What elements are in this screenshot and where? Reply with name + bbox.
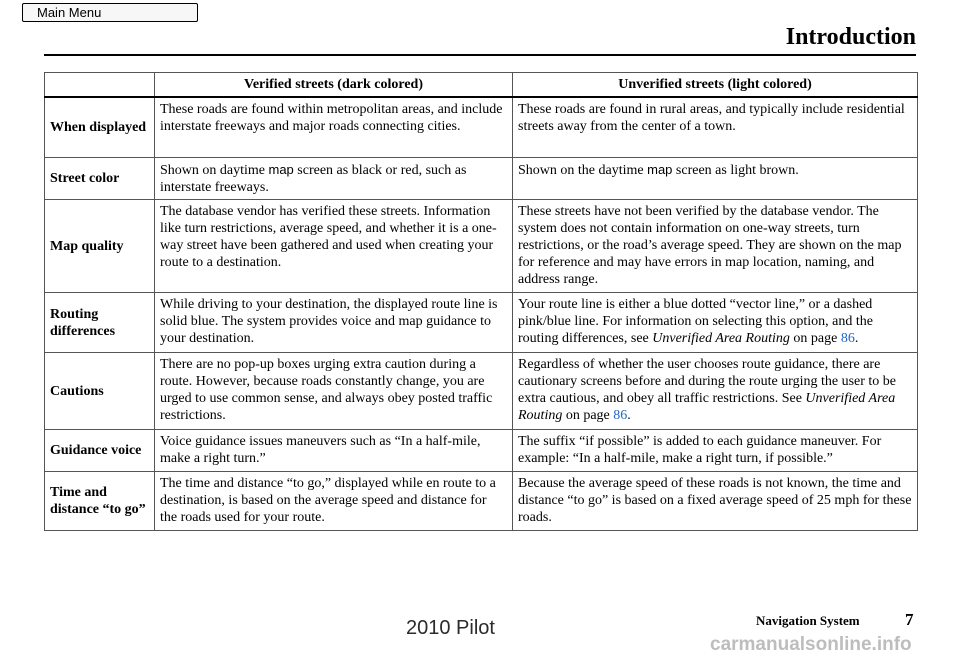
table-row xyxy=(45,429,918,471)
row-label: Map quality xyxy=(45,199,155,292)
page-number: 7 xyxy=(905,610,914,629)
verified-cell xyxy=(155,157,513,199)
row-label: Time and distance “to go” xyxy=(45,471,155,530)
table-row xyxy=(45,471,918,530)
unverified-text: Shown on the daytime xyxy=(518,162,644,178)
page-link[interactable]: 86 xyxy=(613,407,628,423)
column-header-unverified: Unverified streets (light colored) xyxy=(513,73,918,98)
punctuation: . xyxy=(627,407,631,423)
unverified-cell: Because the average speed of these roads is not known, the time and distance “to go” is based on a fixed average speed of 25 mph for these roads. xyxy=(513,471,918,530)
verified-cell: The database vendor has verified these streets. Information like turn restrictions, average speed, and whether it is a one-way street have been gathered and used when creating your route to a destination. xyxy=(155,199,513,292)
map-term: map xyxy=(268,161,294,177)
unverified-text: screen as light brown. xyxy=(675,162,799,178)
unverified-cell: These streets have not been verified by the database vendor. The system does not contain information on one-way streets, turn restrictions, or the road’s average speed. They are shown on the map for reference and may have errors in map location, naming, and address range. xyxy=(513,199,918,292)
main-menu-button[interactable]: Main Menu xyxy=(22,3,198,22)
unverified-text: Regardless of whether the user chooses route guidance, there are cautionary screens before and during the route urging the user to be extra cautious, and obey all traffic restrictions. See xyxy=(518,356,896,406)
table-row xyxy=(45,199,918,292)
verified-cell: There are no pop-up boxes urging extra caution during a route. However, because roads constantly change, you are urged to use common sense, and always obey posted traffic restrictions. xyxy=(155,352,513,429)
unverified-cell: The suffix “if possible” is added to each guidance maneuver. For example: “In a half-mile, make a right turn, if possible.” xyxy=(513,429,918,471)
verified-text: screen as black or red, such as interstate freeways. xyxy=(160,162,467,195)
column-header-verified: Verified streets (dark colored) xyxy=(155,73,513,98)
row-label: When displayed xyxy=(45,97,155,157)
footer-model-watermark: 2010 Pilot xyxy=(406,617,495,639)
reference-title: Unverified Area Routing xyxy=(518,390,896,423)
table-row xyxy=(45,97,918,157)
unverified-cell xyxy=(513,352,918,429)
table-row xyxy=(45,352,918,429)
column-header-empty xyxy=(45,73,155,98)
unverified-text: Your route line is either a blue dotted “vector line,” or a dashed pink/blue line. For information on selecting this option, and the routing differences, see xyxy=(518,296,874,346)
row-label: Cautions xyxy=(45,352,155,429)
unverified-cell xyxy=(513,292,918,352)
header-divider xyxy=(44,54,916,56)
verified-cell: While driving to your destination, the displayed route line is solid blue. The system provides voice and map guidance to your destination. xyxy=(155,292,513,352)
table-row xyxy=(45,292,918,352)
street-comparison-table xyxy=(44,72,918,531)
reference-title: Unverified Area Routing xyxy=(652,330,790,346)
verified-cell: Voice guidance issues maneuvers such as “In a half-mile, make a right turn.” xyxy=(155,429,513,471)
page-ref-label: on page xyxy=(565,407,610,423)
verified-cell: These roads are found within metropolitan areas, and include interstate freeways and major roads connecting cities. xyxy=(155,97,513,157)
map-term: map xyxy=(647,161,673,177)
footer-site-watermark: carmanualsonline.info xyxy=(710,634,912,655)
verified-text: Shown on daytime xyxy=(160,162,265,178)
verified-cell: The time and distance “to go,” displayed while en route to a destination, is based on the average speed and distance for the roads used for your route. xyxy=(155,471,513,530)
footer-section-title: Navigation System xyxy=(756,613,860,628)
page-link[interactable]: 86 xyxy=(840,330,855,346)
punctuation: . xyxy=(854,330,859,346)
page-title: Introduction xyxy=(785,24,916,50)
unverified-cell: These roads are found in rural areas, and typically include residential streets away from the center of a town. xyxy=(513,97,918,157)
page-ref-label: on page xyxy=(793,330,838,346)
row-label: Street color xyxy=(45,157,155,199)
row-label: Guidance voice xyxy=(45,429,155,471)
table-row xyxy=(45,157,918,199)
row-label: Routing differences xyxy=(45,292,155,352)
unverified-cell xyxy=(513,157,918,199)
table-header-row xyxy=(45,73,918,98)
